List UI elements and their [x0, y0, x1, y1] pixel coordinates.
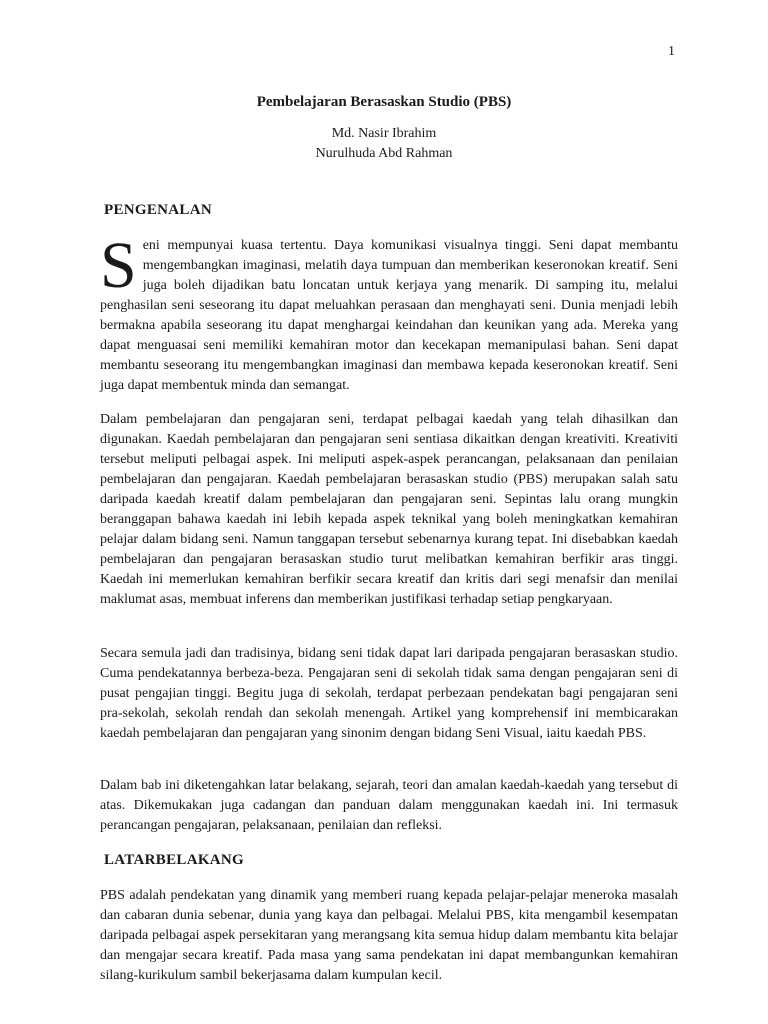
section-heading-latarbelakang: LATARBELAKANG: [104, 852, 245, 868]
document-title: Pembelajaran Berasaskan Studio (PBS): [256, 94, 512, 110]
paragraph-intro-1: [100, 229, 678, 396]
author-name: Md. Nasir Ibrahim: [331, 126, 437, 141]
author-list: [0, 124, 768, 164]
paragraph-intro-2: Dalam pembelajaran dan pengajaran seni, terdapat pelbagai kaedah yang telah dihasilkan dan digunakan. Kaedah pembelajaran dan pengajaran seni sentiasa dikaitkan dengan kreativiti. Kreativiti tersebut meliputi pelbagai aspek. Ini meliputi aspek-aspek perancangan, pelaksanaan dan penilaian pembelajaran dan pengajaran. Kaedah pembelajaran berasaskan studio (PBS) merupakan salah satu daripada kaedah kreatif dalam pembelajaran dan pengajaran seni. Sepintas lalu orang mungkin beranggapan bahawa kaedah ini lebih kepada aspek teknikal yang boleh meningkatkan kemahiran pelajar dalam bidang seni. Namun tanggapan tersebut sebenarnya kurang tepat. Ini disebabkan kaedah pembelajaran dan pengajaran berasaskan studio turut melibatkan kemahiran berfikir aras tinggi. Kaedah ini memerlukan kemahiran berfikir secara kreatif dan kritis dari segi menafsir dan menilai maklumat asas, membuat inferens dan memberikan justifikasi terhadap setiap pengkaryaan.: [100, 412, 678, 607]
page-number: 1: [668, 44, 675, 59]
paragraph-text: eni mempunyai kuasa tertentu. Daya komunikasi visualnya tinggi. Seni dapat membantu mengembangkan imaginasi, melatih daya tumpuan dan memberikan keseronokan kreatif. Seni juga boleh dijadikan batu loncatan untuk kerjaya yang menarik. Di samping itu, melalui penghasilan seni seseorang itu dapat meluahkan perasaan dan menghayati seni. Dunia menjadi lebih bermakna apabila seseorang itu dapat menghargai keindahan dan keunikan yang ada. Mereka yang dapat menguasai seni memiliki kemahiran motor dan kecekapan memanipulasi bahan. Seni dapat membantu seseorang itu mengembangkan imaginasi dan membawa kepada keseronokan kreatif. Seni juga dapat membentuk minda dan semangat.: [100, 238, 678, 393]
section-heading-pengenalan: PENGENALAN: [104, 202, 213, 218]
paragraph-intro-3: Secara semula jadi dan tradisinya, bidang seni tidak dapat lari daripada pengajaran berasaskan studio. Cuma pendekatannya berbeza-beza. Pengajaran seni di sekolah tidak sama dengan pengajaran seni di pusat pengajian tinggi. Begitu juga di sekolah, terdapat perbezaan pendekatan bagi pengajaran seni pra-sekolah, sekolah rendah dan sekolah menengah. Artikel yang komprehensif ini membicarakan kaedah pembelajaran dan pengajaran yang sinonim dengan bidang Seni Visual, iaitu kaedah PBS.: [100, 646, 678, 741]
paragraph-intro-4: Dalam bab ini diketengahkan latar belakang, sejarah, teori dan amalan kaedah-kaedah yang tersebut di atas. Dikemukakan juga cadangan dan panduan dalam menggunakan kaedah ini. Ini termasuk perancangan pengajaran, pelaksanaan, penilaian dan refleksi.: [100, 778, 678, 833]
author-name: Nurulhuda Abd Rahman: [315, 146, 453, 161]
paragraph-background-1: PBS adalah pendekatan yang dinamik yang memberi ruang kepada pelajar-pelajar meneroka masalah dan cabaran dunia sebenar, dunia yang kaya dan pelbagai. Melalui PBS, kita mengambil kesempatan daripada pelbagai aspek persekitaran yang merangsang kita semua hidup dalam membantu kita belajar dan mengajar secara kreatif. Pada masa yang sama pendekatan ini dapat membangunkan kemahiran silang-kurikulum sambil bekerjasama dalam kumpulan kecil.: [100, 888, 678, 983]
drop-cap: S: [100, 229, 137, 302]
